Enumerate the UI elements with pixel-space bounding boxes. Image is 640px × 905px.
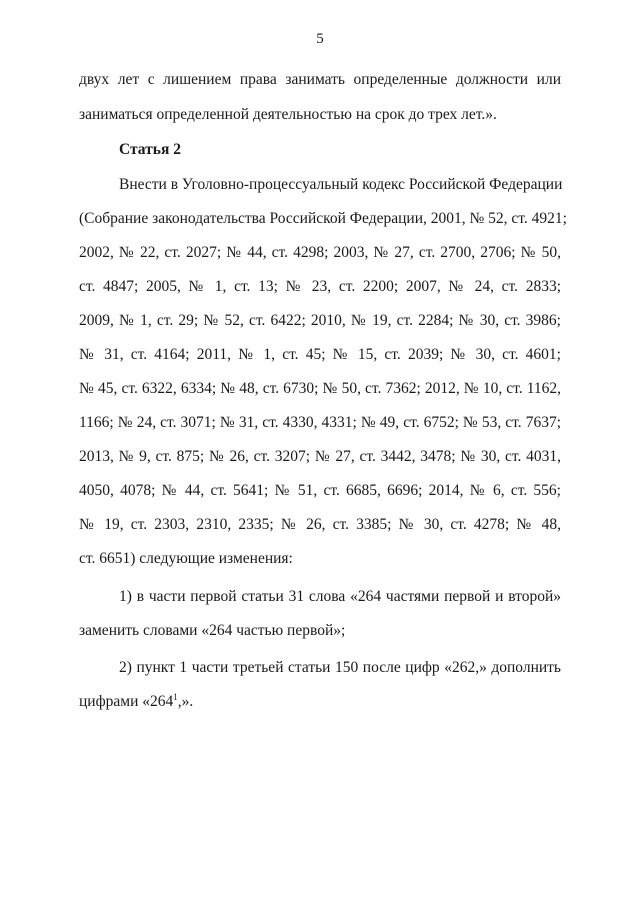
text-line: 2002, № 22, ст. 2027; № 44, ст. 4298; 2003, № 27, ст. 2700, 2706; № 50, (79, 244, 561, 261)
list-item-line: 1) в части первой статьи 31 слова «264 частями первой и второй» (119, 588, 561, 605)
text-fragment: ,». (177, 693, 194, 710)
text-line: ст. 6651) следующие изменения: (79, 550, 293, 567)
superscript-index: 1 (173, 692, 178, 702)
text-line: 2009, № 1, ст. 29; № 52, ст. 6422; 2010, № 19, ст. 2284; № 30, ст. 3986; (79, 312, 561, 329)
article-heading: Статья 2 (119, 141, 181, 158)
text-line: № 31, ст. 4164; 2011, № 1, ст. 45; № 15, ст. 2039; № 30, ст. 4601; (79, 346, 561, 363)
text-line: № 45, ст. 6322, 6334; № 48, ст. 6730; № 50, ст. 7362; 2012, № 10, ст. 1162, (79, 380, 561, 397)
text-line: 1166; № 24, ст. 3071; № 31, ст. 4330, 4331; № 49, ст. 6752; № 53, ст. 7637; (79, 414, 561, 431)
text-fragment: цифрами «264 (79, 693, 174, 710)
text-line: 4050, 4078; № 44, ст. 5641; № 51, ст. 6685, 6696; 2014, № 6, ст. 556; (79, 482, 561, 499)
list-item-line: заменить словами «264 частью первой»; (79, 622, 346, 639)
text-line: Внести в Уголовно-процессуальный кодекс Российской Федерации (119, 176, 563, 193)
text-line: 2013, № 9, ст. 875; № 26, ст. 3207; № 27, ст. 3442, 3478; № 30, ст. 4031, (79, 448, 561, 465)
text-line: заниматься определенной деятельностью на срок до трех лет.». (79, 106, 497, 123)
page-number: 5 (316, 31, 324, 47)
text-line: ст. 4847; 2005, № 1, ст. 13; № 23, ст. 2200; 2007, № 24, ст. 2833; (79, 278, 561, 295)
list-item-line: 2) пункт 1 части третьей статьи 150 после цифр «262,» дополнить (119, 659, 561, 676)
text-line: № 19, ст. 2303, 2310, 2335; № 26, ст. 3385; № 30, ст. 4278; № 48, (79, 516, 561, 533)
list-item-line (79, 692, 561, 712)
text-line: двух лет с лишением права занимать определенные должности или (79, 71, 561, 88)
text-line: (Собрание законодательства Российской Федерации, 2001, № 52, ст. 4921; (79, 210, 567, 227)
